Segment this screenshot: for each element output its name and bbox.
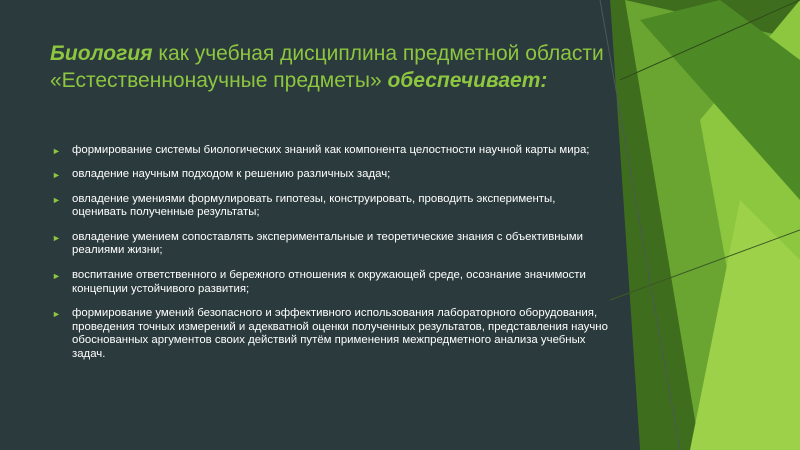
bullet-arrow-icon: ►	[52, 146, 61, 156]
bullet-item	[52, 144, 612, 158]
bullet-arrow-icon: ►	[52, 170, 61, 181]
bullet-arrow-icon: ►	[52, 308, 61, 319]
bullet-item	[52, 231, 612, 259]
bullet-text: овладение умением сопоставлять экспериментальные и теоретические знания с объективными реалиями жизни;	[72, 230, 583, 257]
bullet-text: воспитание ответственного и бережного отношения к окружающей среде, осознание значимости концепции устойчивого развития;	[72, 268, 586, 295]
title-verb: обеспечивает:	[387, 69, 548, 92]
bullet-item	[52, 269, 612, 297]
bullet-item	[52, 193, 612, 221]
bullet-arrow-icon: ►	[52, 194, 61, 205]
bullet-text: формирование системы биологических знаний как компонента целостности научной карты мира;	[72, 144, 590, 156]
title-middle: как учебная дисциплина предметной области «Естественнонаучные предметы»	[50, 42, 604, 92]
title-subject: Биология	[50, 42, 153, 65]
bullet-list	[52, 144, 612, 373]
bullet-arrow-icon: ►	[52, 270, 61, 281]
bullet-arrow-icon: ►	[52, 232, 61, 243]
slide-title	[50, 40, 610, 94]
bullet-text: формирование умений безопасного и эффективного использования лабораторного оборудования, проведения точных измерений и адекватной оценки полученных результатов, представления научно обоснованных аргументов своих действий путём применения межпредметного анализа учебных задач.	[72, 306, 608, 361]
bullet-item	[52, 307, 612, 362]
bullet-text: овладение научным подходом к решению различных задач;	[72, 168, 391, 181]
bullet-item	[52, 168, 612, 182]
bullet-text: овладение умениями формулировать гипотезы, конструировать, проводить эксперименты, оценивать полученные результаты;	[72, 192, 556, 219]
